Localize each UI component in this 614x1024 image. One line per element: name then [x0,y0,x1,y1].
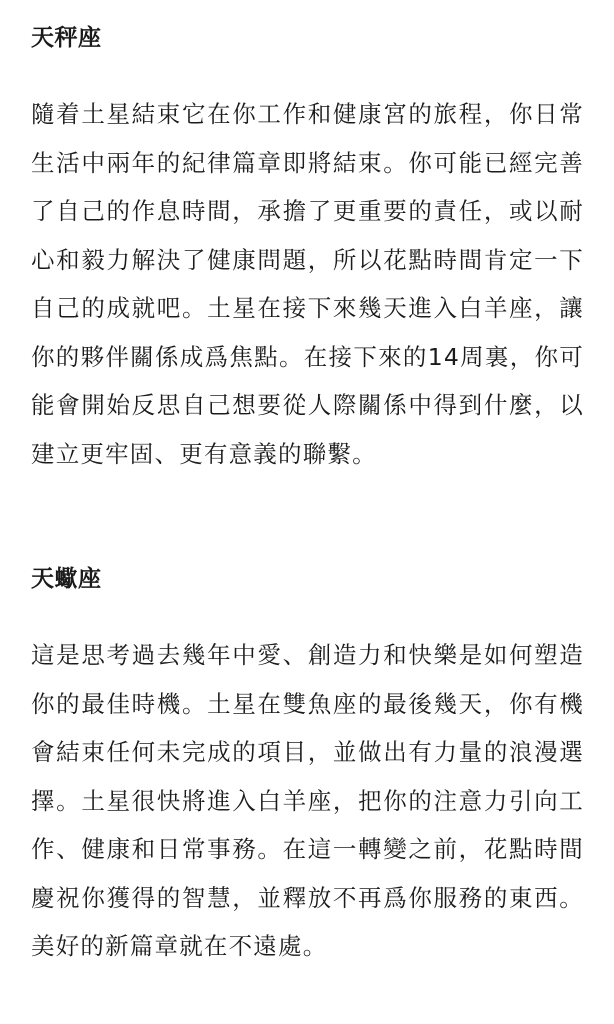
section-body-libra: 隨着土星結束它在你工作和健康宮的旅程，你日常生活中兩年的紀律篇章即將結束。你可能已經完善了自己的作息時間，承擔了更重要的責任，或以耐心和毅力解決了健康問題，所以花點時間肯定一下自己的成就吧。土星在接下來幾天進入白羊座，讓你的夥伴關係成爲焦點。在接下來的14周裏，你可能會開始反思自己想要從人際關係中得到什麼，以建立更牢固、更有意義的聯繫。 [31,100,584,468]
section-body-scorpio: 這是思考過去幾年中愛、創造力和快樂是如何塑造你的最佳時機。土星在雙魚座的最後幾天，你有機會結束任何未完成的項目，並做出有力量的浪漫選擇。土星很快將進入白羊座，把你的注意力引向工作、健康和日常事務。在這一轉變之前，花點時間慶祝你獲得的智慧，並釋放不再爲你服務的東西。美好的新篇章就在不遠處。 [31,641,584,960]
section-title-scorpio: 天蠍座 [31,566,102,592]
section-title-libra: 天秤座 [31,25,102,51]
